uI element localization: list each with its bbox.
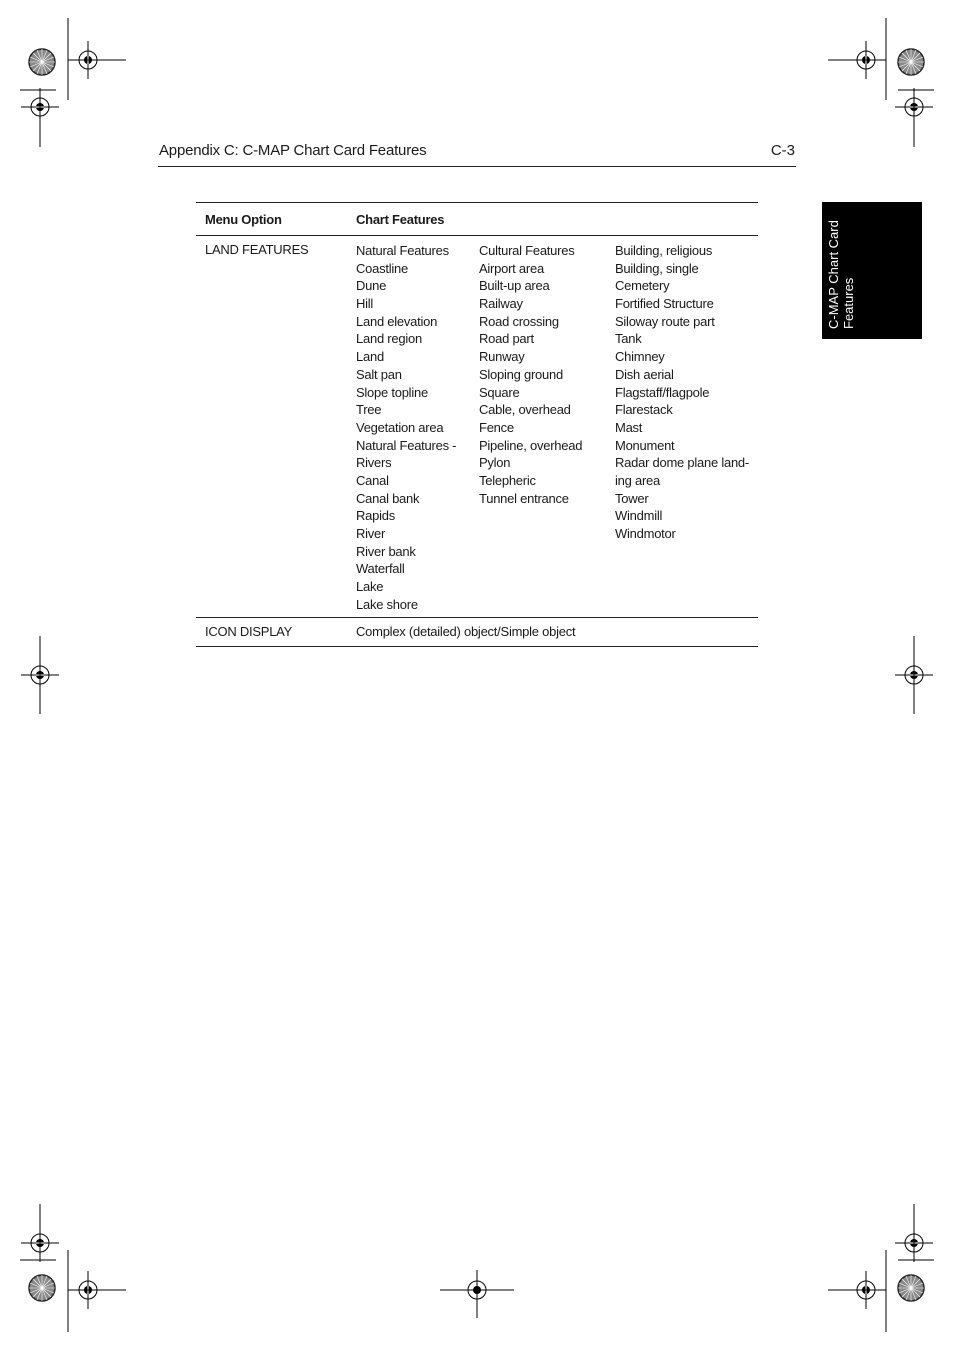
page-header-title: Appendix C: C-MAP Chart Card Features [159, 142, 427, 159]
list-item: Pipeline, overhead [479, 437, 583, 453]
list-item: Tower [615, 490, 649, 506]
feature-list-natural [356, 242, 456, 613]
list-item: Natural Features [356, 243, 449, 258]
list-item: Building, single [615, 260, 699, 276]
side-tab-label [822, 202, 922, 339]
list-item: Road part [479, 331, 534, 347]
column-header-chart-features: Chart Features [356, 212, 445, 227]
list-item: Lake shore [356, 596, 418, 612]
list-item: Road crossing [479, 313, 559, 329]
section-side-tab [822, 202, 922, 339]
list-item: Runway [479, 349, 525, 365]
list-item: Mast [615, 419, 643, 435]
page-number: C-3 [770, 142, 795, 159]
header-divider [158, 166, 796, 167]
list-item: Salt pan [356, 366, 402, 382]
list-item: Land region [356, 331, 422, 347]
list-item: Tank [615, 331, 642, 347]
list-item: Windmill [615, 508, 663, 524]
list-item: Monument [615, 437, 675, 453]
feature-list-buildings [615, 242, 749, 543]
list-item: Vegetation area [356, 419, 444, 435]
table-row-icon-display [196, 618, 758, 647]
list-item: Building, religious [615, 243, 713, 258]
list-item: Fence [479, 419, 514, 435]
list-item: Fortified Structure [615, 296, 714, 312]
chart-features-table [196, 202, 758, 647]
list-item: Pylon [479, 455, 511, 471]
list-item: River [356, 526, 386, 541]
list-item: Slope topline [356, 384, 428, 400]
list-item: Siloway route part [615, 313, 715, 329]
menu-option-land-features: LAND FEATURES [205, 242, 309, 257]
list-item: Tunnel entrance [479, 490, 569, 506]
list-item: Canal [356, 472, 389, 488]
list-item: Coastline [356, 260, 408, 276]
side-tab-line2: Features [841, 277, 856, 329]
table-header [196, 203, 758, 236]
list-item: Waterfall [356, 561, 405, 577]
list-item: Land elevation [356, 313, 438, 329]
list-item: Built-up area [479, 278, 550, 294]
list-item: Land [356, 349, 384, 365]
list-item: Dune [356, 278, 387, 294]
icon-display-value: Complex (detailed) object/Simple object [356, 624, 576, 639]
list-item: Canal bank [356, 490, 420, 506]
list-item: Rapids [356, 508, 395, 524]
list-item: Windmotor [615, 526, 676, 541]
list-item: Square [479, 384, 520, 400]
list-item: Rivers [356, 455, 392, 471]
list-item: Flagstaff/flagpole [615, 384, 710, 400]
list-item: Flarestack [615, 402, 673, 418]
list-item: Cemetery [615, 278, 670, 294]
list-item: Sloping ground [479, 366, 563, 382]
list-item: Cultural Features [479, 243, 575, 258]
list-item: Airport area [479, 260, 544, 276]
column-header-menu-option: Menu Option [205, 212, 282, 227]
list-item: Chimney [615, 349, 665, 365]
feature-list-cultural [479, 242, 582, 507]
list-item: River bank [356, 543, 416, 559]
list-item: Natural Features - [356, 437, 457, 453]
list-item: Tree [356, 402, 382, 418]
side-tab-line1: C-MAP Chart Card [826, 220, 841, 329]
table-row-land-features [196, 236, 758, 618]
list-item: ing area [615, 472, 660, 488]
list-item: Telepheric [479, 472, 536, 488]
list-item: Dish aerial [615, 366, 674, 382]
list-item: Lake [356, 579, 384, 595]
list-item: Hill [356, 296, 374, 312]
menu-option-icon-display: ICON DISPLAY [205, 624, 293, 639]
list-item: Radar dome plane land- [615, 455, 749, 471]
list-item: Cable, overhead [479, 402, 571, 418]
list-item: Railway [479, 296, 523, 312]
